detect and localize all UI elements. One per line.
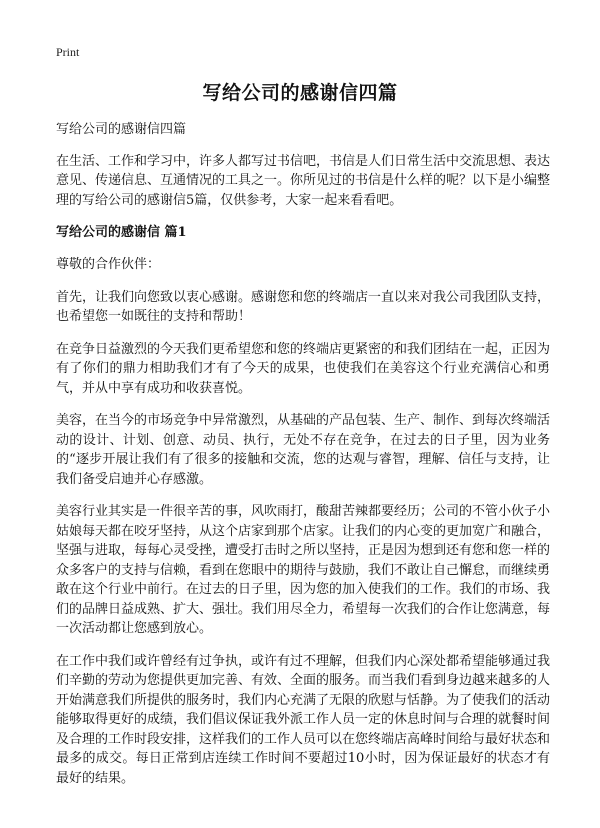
document-subtitle: 写给公司的感谢信四篇	[56, 122, 187, 137]
print-link[interactable]: Print	[56, 45, 80, 59]
body-paragraph: 首先，让我们向您致以衷心感谢。感谢您和您的终端店一直以来对我公司我团队支持，也希望您一如既往的支持和帮助！	[56, 289, 551, 324]
body-paragraph: 美容行业其实是一件很辛苦的事，风吹雨打，酸甜苦辣都要经历；公司的不管小伙子小姑娘每天都在咬牙坚持，从这个店家到那个店家。让我们的内心变的更加宽广和融合，坚强与进取，每每心灵受挫，遭受打击时之所以坚持，正是因为想到还有您和您一样的众多客户的支持与信赖，看到在您眼中的期待与鼓励，我们不敢让自己懈怠，而继续勇敢在这个行业中前行。在过去的日子里，因为您的加入使我们的工作。我们的市场、我们的品牌日益成熟、扩大、强壮。我们用尽全力，希望每一次我们的合作让您满意，每一次活动都让您感到放心。	[56, 504, 551, 636]
salutation: 尊敬的合作伙伴：	[56, 257, 161, 272]
body-paragraph: 美容，在当今的市场竞争中异常激烈，从基础的产品包装、生产、制作、到每次终端活动的设计、计划、创意、动员、执行，无处不存在竞争，在过去的日子里，因为业务的“逐步开展让我们有了很多的接触和交流，您的达观与睿智，理解、信任与支持，让我们备受启迪并心存感激。	[56, 413, 551, 487]
body-paragraph: 在竞争日益激烈的今天我们更希望您和您的终端店更紧密的和我们团结在一起，正因为有了你们的鼎力相助我们才有了今天的成果，也使我们在美容这个行业充满信心和勇气，并从中享有成功和收获喜悦。	[56, 341, 551, 396]
page-title: 写给公司的感谢信四篇	[202, 82, 398, 104]
document-body	[56, 120, 550, 801]
body-paragraph: 在工作中我们或许曾经有过争执，或许有过不理解，但我们内心深处都希望能够通过我们辛勤的劳动为您提供更加完善、有效、全面的服务。而当我们看到身边越来越多的人开始满意我们所提供的服务时，我们内心充满了无限的欣慰与恬静。为了使我们的活动能够取得更好的成绩，我们倡议保证我外派工作人员一定的休息时间与合理的就餐时间及合理的工作时段安排，这样我们的工作人员可以在您终端店高峰时间给与最好状态和最多的成交。每日正常到店连续工作时间不要超过10小时，因为保证最好的状态才有最好的结果。	[56, 653, 551, 786]
intro-paragraph: 在生活、工作和学习中，许多人都写过书信吧，书信是人们日常生活中交流思想、表达意见、传递信息、互通情况的工具之一。你所见过的书信是什么样的呢？以下是小编整理的写给公司的感谢信5篇，仅供参考，大家一起来看看吧。	[56, 153, 551, 208]
section-heading: 写给公司的感谢信 篇1	[56, 225, 187, 240]
